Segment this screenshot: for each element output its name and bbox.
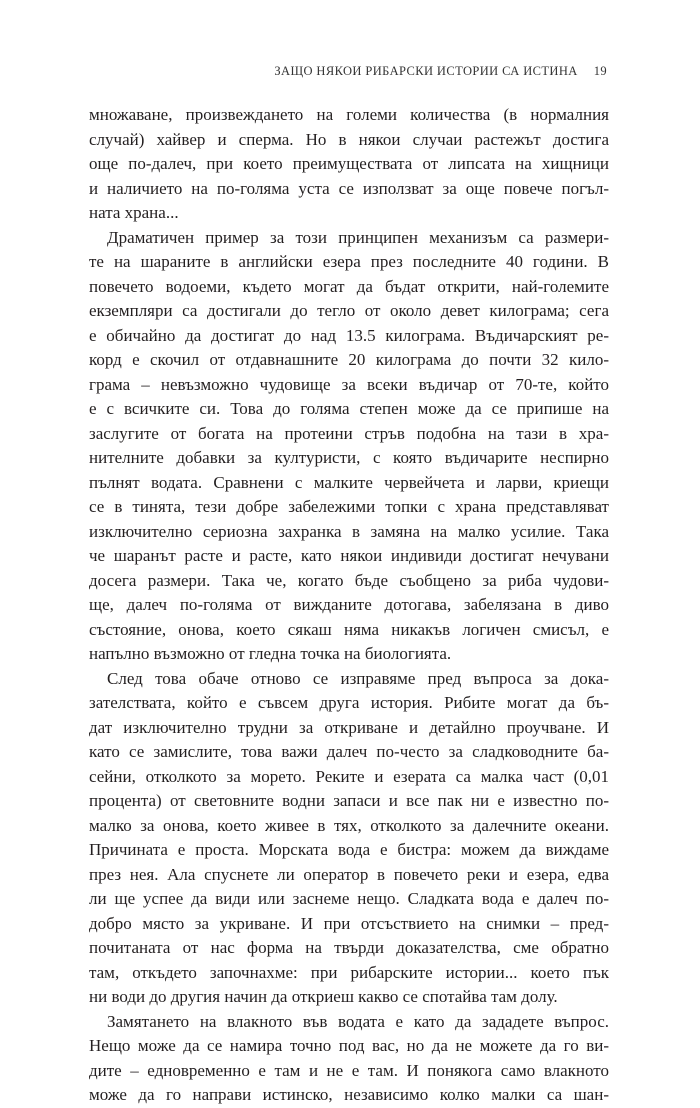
text-line: там, откъдето започнахме: при рибарските истории... което пък: [89, 962, 609, 982]
text-line: е с всичките си. Това до голяма степен може да се припише на: [89, 399, 609, 418]
paragraph: [89, 1010, 609, 1108]
text-line: повечето водоеми, където могат да бъдат открити, най-големите: [89, 276, 609, 296]
text-line: дите – едновременно е там и не е там. И понякога само влакното: [89, 1060, 609, 1080]
paragraph: [89, 103, 609, 226]
text-line: може да го направи истинско, независимо колко малки са шан-: [89, 1085, 609, 1104]
text-line: състояние, онова, което сякаш няма никакъв логичен смисъл, е: [89, 619, 609, 639]
text-line: досега размери. Така че, когато бъде съобщено за риба чудови-: [89, 570, 609, 590]
text-line: като се замислите, това важи далеч по-често за сладководните ба-: [89, 742, 609, 761]
running-header: [274, 64, 607, 79]
text-line: се в тинята, тези добре забележими топки с храна представляват: [89, 497, 609, 516]
text-line: Причината е проста. Морската вода е бистра: можем да виждаме: [89, 840, 609, 859]
text-line: сейни, отколкото за морето. Реките и езерата са малка част (0,01: [89, 766, 609, 786]
text-line: корд е скочил от отдавнашните 20 килограма до почти 32 кило-: [89, 350, 609, 369]
text-line: почитаната от нас форма на твърди доказателства, сме обратно: [89, 938, 609, 957]
chapter-title: ЗАЩО НЯКОИ РИБАРСКИ ИСТОРИИ СА ИСТИНА: [274, 64, 578, 78]
page-number: 19: [593, 64, 607, 78]
paragraph: [89, 667, 609, 1010]
text-line: зателствата, който е съвсем друга история. Рибите могат да бъ-: [89, 693, 609, 712]
body-text: [89, 103, 609, 1108]
text-line: ще, далеч по-голяма от вижданите дотогава, забелязана в диво: [89, 595, 609, 614]
text-line: през нея. Ала спуснете ли оператор в повечето реки и езера, едва: [89, 864, 609, 884]
text-line: ли ще успее да види или заснеме нещо. Сладката вода е далеч по-: [89, 889, 609, 908]
text-line: екземпляри са достигали до тегло от около девет килограма; сега: [89, 301, 609, 320]
text-line: дат изключително трудни за откриване и детайлно проучване. И: [89, 717, 609, 737]
text-line: нителните добавки за културисти, с която въдичарите неспирно: [89, 448, 609, 467]
text-line: още по-далеч, при което преимуществата от липсата на хищници: [89, 154, 609, 173]
text-line: е обичайно да достигат до над 13.5 килограма. Въдичарският ре-: [89, 325, 609, 345]
text-line: те на шараните в английски езера през последните 40 години. В: [89, 252, 609, 271]
text-line: ни води до другия начин да откриеш какво се спотайва там долу.: [89, 987, 558, 1006]
text-line: процента) от световните водни запаси и все пак ни е известно по-: [89, 791, 609, 810]
text-line: множаване, произвеждането на големи количества (в нормалния: [89, 105, 609, 124]
text-line: изключително сериозна захранка в замяна на малко усилие. Така: [89, 521, 609, 541]
text-line: добро място за укриване. И при отсъствието на снимки – пред-: [89, 913, 609, 933]
text-line: След това обаче отново се изправяме пред въпроса за дока-: [107, 668, 609, 688]
text-line: случай) хайвер и сперма. Но в някои случаи растежът достига: [89, 129, 609, 149]
text-line: че шаранът расте и расте, като някои индивиди достигат нечувани: [89, 546, 609, 565]
text-line: Замятането на влакното във водата е като да зададете въпрос.: [107, 1011, 609, 1031]
text-line: грама – невъзможно чудовище за всеки въдичар от 70-те, който: [89, 374, 609, 394]
text-line: пълнят водата. Сравнени с малките червейчета и ларви, криещи: [89, 472, 609, 492]
text-line: напълно възможно от гледна точка на биологията.: [89, 644, 452, 663]
paragraph: [89, 226, 609, 667]
text-line: и наличието на по-голяма уста се използват за още повече погъл-: [89, 178, 609, 198]
text-line: заслугите от богата на протеини стръв подобна на тази в хра-: [89, 423, 609, 443]
text-line: ната храна...: [89, 203, 179, 222]
text-line: малко за онова, което живее в тях, отколкото за далечните океани.: [89, 815, 609, 835]
text-line: Драматичен пример за този принципен механизъм са размери-: [107, 227, 609, 247]
text-line: Нещо може да се намира точно под вас, но да не можете да го ви-: [89, 1036, 609, 1055]
